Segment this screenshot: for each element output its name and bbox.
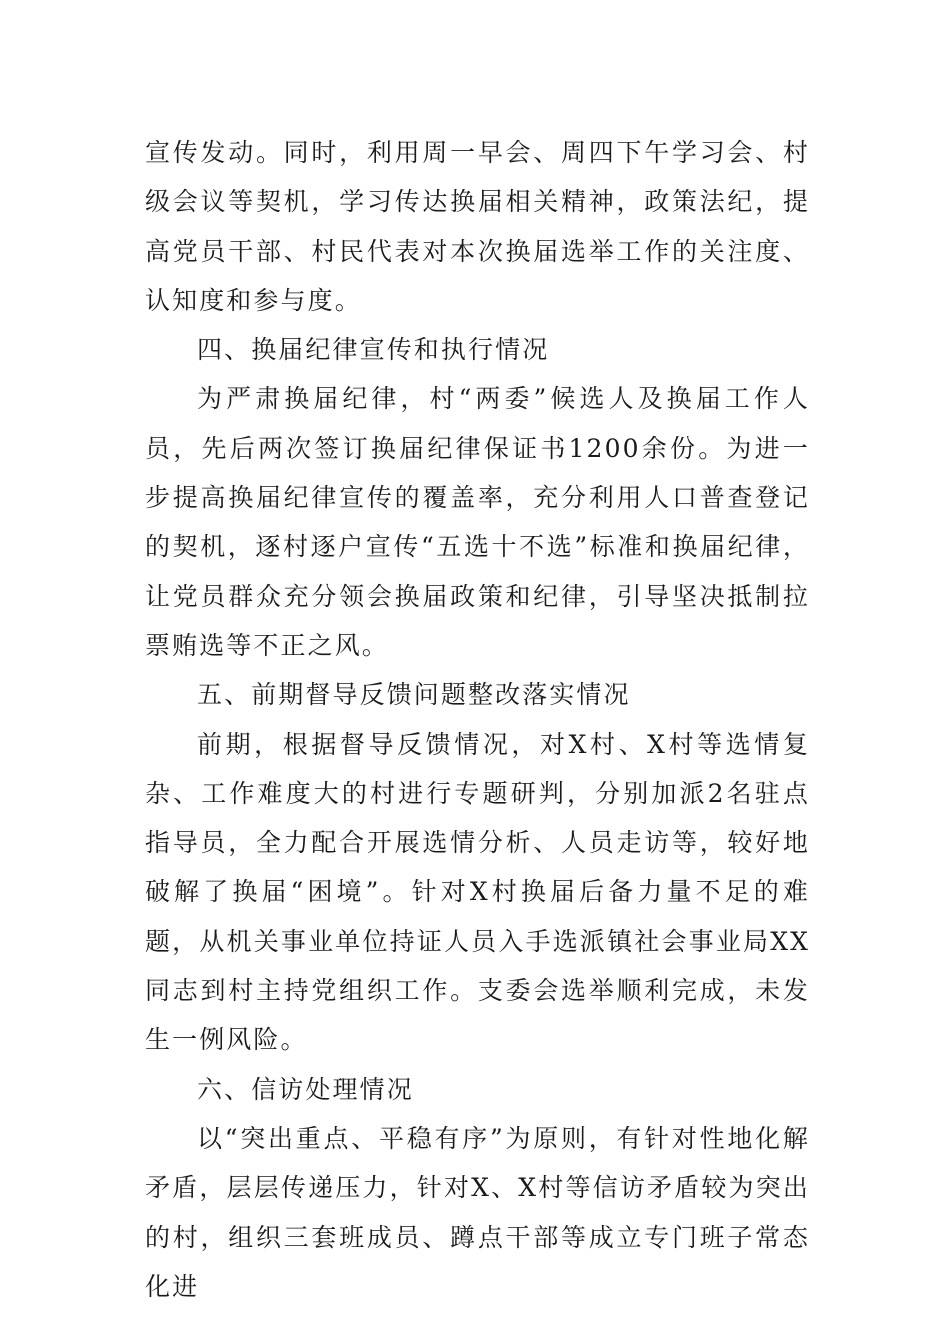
heading-section-4: 四、换届纪律宣传和执行情况: [197, 335, 550, 365]
document-body: [145, 128, 810, 1311]
heading-section-5: 五、前期督导反馈问题整改落实情况: [197, 680, 631, 710]
paragraph-rectification: 前期，根据督导反馈情况，对X村、X村等选情复杂、工作难度大的村进行专题研判，分别加派2名驻点指导员，全力配合开展选情分析、人员走访等，较好地破解了换届“困境”。针对X村换届后备力量不足的难题，从机关事业单位持证人员入手选派镇社会事业局XX同志到村主持党组织工作。支委会选举顺利完成，未发生一例风险。: [145, 729, 810, 1055]
paragraph-publicity-continuation: 宣传发动。同时，利用周一早会、周四下午学习会、村级会议等契机，学习传达换届相关精神，政策法纪，提高党员干部、村民代表对本次换届选举工作的关注度、认知度和参与度。: [145, 138, 810, 315]
paragraph-petition: 以“突出重点、平稳有序”为原则，有针对性地化解矛盾，层层传递压力，针对X、X村等信访矛盾较为突出的村，组织三套班成员、蹲点干部等成立专门班子常态化进: [145, 1123, 810, 1301]
heading-section-6: 六、信访处理情况: [197, 1074, 414, 1104]
paragraph-discipline: 为严肃换届纪律，村“两委”候选人及换届工作人员，先后两次签订换届纪律保证书1200余份。为进一步提高换届纪律宣传的覆盖率，充分利用人口普查登记的契机，逐村逐户宣传“五选十不选”标准和换届纪律，让党员群众充分领会换届政策和纪律，引导坚决抵制拉票贿选等不正之风。: [145, 384, 810, 660]
